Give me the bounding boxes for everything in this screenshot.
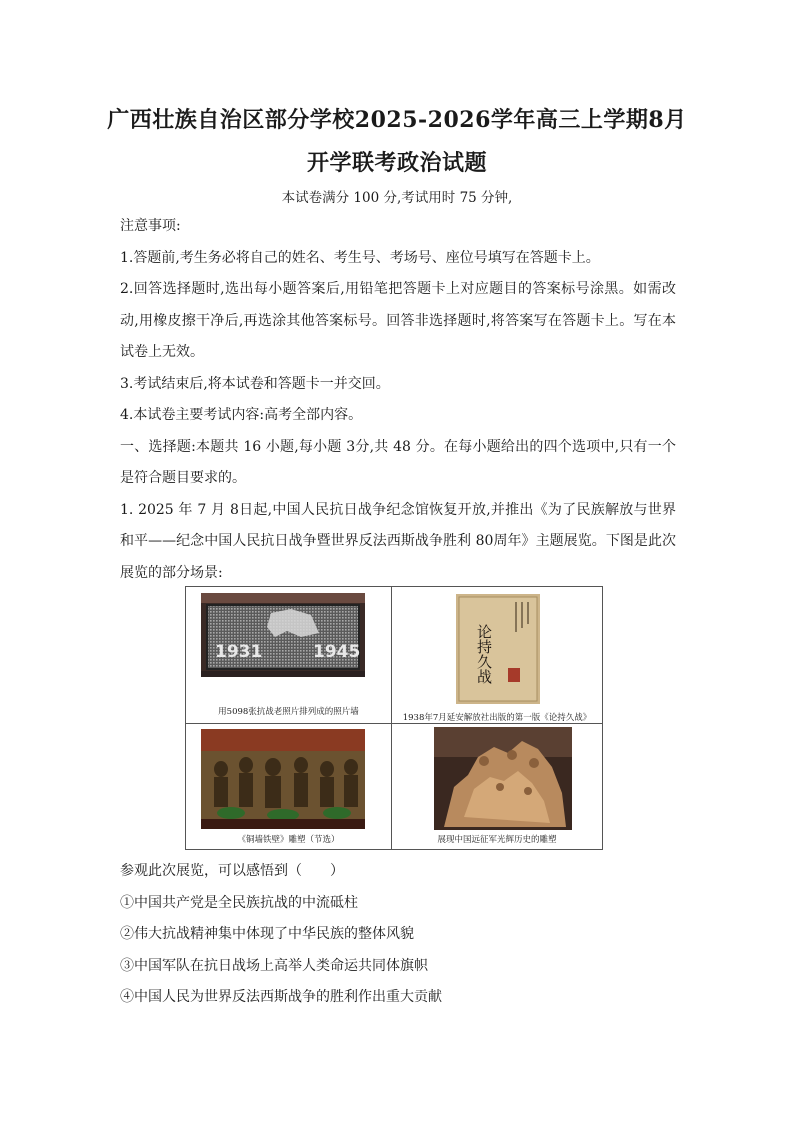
exhibit-cell-bronze-wall [186, 724, 392, 849]
question-1-option-1: ①中国共产党是全民族抗战的中流砥柱 [120, 894, 358, 911]
question-1-option-3: ③中国军队在抗日战场上高举人类命运共同体旗帜 [120, 957, 428, 974]
exam-title-line1: 广西壮族自治区部分学校2025-2026学年高三上学期8月 [107, 107, 687, 133]
exhibit-cell-expedition-sculpture [392, 724, 602, 849]
book-cover-image [456, 594, 540, 704]
exhibit-cell-photo-wall [186, 587, 392, 724]
question-1-prompt-and-options [120, 856, 676, 1014]
notes-section [120, 211, 676, 589]
exam-title-line2: 开学联考政治试题 [306, 150, 487, 176]
notes-heading: 注意事项: [120, 218, 181, 234]
note-item-3: 3.考试结束后,将本试卷和答题卡一并交回。 [120, 375, 390, 392]
exhibit-cell-book [392, 587, 602, 724]
note-item-4: 4.本试卷主要考试内容:高考全部内容。 [120, 407, 363, 423]
question-1-prompt: 参观此次展览，可以感悟到（ ） [120, 863, 344, 879]
expedition-sculpture-image [434, 727, 572, 830]
photo-wall-caption: 用5098张抗战老照片排列成的照片墙 [218, 707, 359, 717]
exhibit-image-grid [185, 586, 603, 850]
photo-wall-year-end: 1945 [313, 642, 361, 662]
section-heading: 一、选择题:本题共 16 小题,每小题 3分,共 48 分。在每小题给出的四个选项中,只有一个是符合题目要求的。 [120, 438, 676, 486]
question-1-option-2: ②伟大抗战精神集中体现了中华民族的整体风貌 [120, 926, 414, 942]
photo-wall-year-start: 1931 [215, 642, 263, 662]
bronze-wall-caption: 《铜墙铁壁》雕塑（节选） [237, 835, 340, 845]
book-title-text: 论持久战 [475, 624, 493, 684]
note-item-1: 1.答题前,考生务必将自己的姓名、考生号、考场号、座位号填写在答题卡上。 [120, 249, 600, 266]
expedition-sculpture-caption: 展现中国远征军光辉历史的雕塑 [437, 835, 557, 845]
bronze-wall-sculpture-image [201, 729, 365, 829]
note-item-2: 2.回答选择题时,选出每小题答案后,用铅笔把答题卡上对应题目的答案标号涂黑。如需改动,用橡皮擦干净后,再选涂其他答案标号。回答非选择题时,将答案写在答题卡上。写在本试卷上无效。 [120, 281, 676, 360]
question-1-option-4: ④中国人民为世界反法西斯战争的胜利作出重大贡献 [120, 989, 442, 1005]
exam-info: 本试卷满分 100 分,考试用时 75 分钟, [281, 190, 513, 206]
book-caption: 1938年7月延安解放社出版的第一版《论持久战》 [402, 713, 592, 723]
photo-wall-image [201, 593, 365, 677]
question-1-stem: 1. 2025 年 7 月 8日起,中国人民抗日战争纪念馆恢复开放,并推出《为了民族解放与世界和平——纪念中国人民抗日战争暨世界反法西斯战争胜利 80周年》主题展览。下图是此次展览的部分场景: [120, 501, 676, 581]
